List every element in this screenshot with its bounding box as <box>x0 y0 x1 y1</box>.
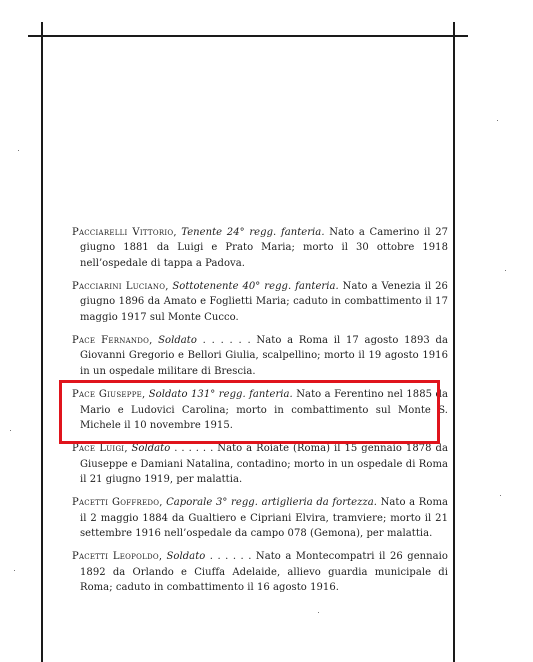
entry-pacetti-goffredo: Pacetti Goffredo, Caporale 3° regg. artiglieria da fortezza. Nato a Roma il 2 maggio 1884 da Gualtiero e Cipriani Elvira, tramviere; morto il 21 settembre 1916 nell’ospedale da campo 078 (Gemona), per malattia. <box>72 497 448 539</box>
scan-speck <box>497 120 498 121</box>
entry-name: Pacciarelli Vittorio <box>72 227 174 238</box>
entry-rank: Soldato <box>131 443 171 455</box>
right-border-rule <box>453 22 455 662</box>
entry-text: Nato a Venezia il 26 giugno 1896 da Amato e Foglietti Maria; caduto in combattimento il 17 maggio 1917 sul Monte Cucco. <box>80 281 448 323</box>
scan-speck <box>318 612 319 613</box>
scan-speck <box>18 150 19 151</box>
entry-pacciarelli-vittorio: Pacciarelli Vittorio, Tenente 24° regg. fanteria. Nato a Camerino il 27 giugno 1881 da Luigi e Prato Maria; morto il 30 ottobre 1918 nell’ospedale di tappa a Padova. <box>72 227 449 269</box>
entry-text: Nato a Ferentino nel 1885 da Mario e Ludovici Carolina; morto in combattimento sul Monte S. Michele il 10 novembre 1915. <box>80 389 448 431</box>
entry-rank: Tenente 24° regg. fanteria. <box>181 227 325 238</box>
entry-text: . . . . . . Nato a Roiate (Roma) il 15 gennaio 1878 da Giuseppe e Damiani Natalina, contadino; morto in un ospedale di Roma il 21 giugno 1919, per malattia. <box>80 443 448 485</box>
roll-of-honor-list <box>72 225 448 604</box>
entry-text: Nato a Roma il 2 maggio 1884 da Gualtiero e Cipriani Elvira, tramviere; morto il 21 settembre 1916 nell’ospedale da campo 078 (Gemona), per malattia. <box>80 497 448 539</box>
entry-rank: Caporale 3° regg. artiglieria da fortezza. <box>166 497 377 509</box>
entry-rank: Soldato 131° regg. fanteria. <box>148 389 293 401</box>
entry-rank: Sottotenente 40° regg. fanteria. <box>172 281 339 293</box>
scan-speck <box>10 430 11 431</box>
scan-speck <box>14 570 15 571</box>
entry-name: Pace Luigi <box>72 443 125 455</box>
entry-rank: Soldato <box>158 335 197 347</box>
entry-name: Pace Giuseppe <box>72 389 143 401</box>
entry-pacetti-leopoldo: Pacetti Leopoldo, Soldato . . . . . . Nato a Montecompatri il 26 gennaio 1892 da Orlando e Ciuffa Adelaide, allievo guardia municipale di Roma; caduto in combattimento il 16 agosto 1916. <box>72 551 448 594</box>
entry-pace-luigi: Pace Luigi, Soldato . . . . . . Nato a Roiate (Roma) il 15 gennaio 1878 da Giuseppe e Damiani Natalina, contadino; morto in un ospedale di Roma il 21 giugno 1919, per malattia. <box>72 443 448 485</box>
entry-name: Pace Fernando <box>72 335 150 347</box>
entry-text: Nato a Camerino il 27 giugno 1881 da Luigi e Prato Maria; morto il 30 ottobre 1918 nell’ospedale di tappa a Padova. <box>80 227 449 269</box>
left-border-rule <box>41 22 43 662</box>
entry-rank: Soldato <box>166 551 206 563</box>
entry-name: Pacetti Leopoldo <box>72 551 159 563</box>
scan-speck <box>500 495 501 496</box>
top-border-rule <box>28 35 468 37</box>
entry-text: . . . . . . Nato a Roma il 17 agosto 1893 da Giovanni Gregorio e Bellori Giulia, scalpellino; morto il 19 agosto 1916 in un ospedale militare di Brescia. <box>80 335 448 377</box>
entry-pace-giuseppe: Pace Giuseppe, Soldato 131° regg. fanteria. Nato a Ferentino nel 1885 da Mario e Ludovici Carolina; morto in combattimento sul Monte S. Michele il 10 novembre 1915. <box>72 389 448 431</box>
entry-name: Pacciarini Luciano <box>72 281 166 293</box>
entry-pace-fernando: Pace Fernando, Soldato . . . . . . Nato a Roma il 17 agosto 1893 da Giovanni Gregorio e Bellori Giulia, scalpellino; morto il 19 agosto 1916 in un ospedale militare di Brescia. <box>72 335 448 377</box>
scan-speck <box>505 270 506 271</box>
entry-pacciarini-luciano: Pacciarini Luciano, Sottotenente 40° regg. fanteria. Nato a Venezia il 26 giugno 1896 da Amato e Foglietti Maria; caduto in combattimento il 17 maggio 1917 sul Monte Cucco. <box>72 281 448 323</box>
entry-name: Pacetti Goffredo <box>72 497 160 509</box>
entry-text: . . . . . . Nato a Montecompatri il 26 gennaio 1892 da Orlando e Ciuffa Adelaide, allievo guardia municipale di Roma; caduto in combattimento il 16 agosto 1916. <box>80 551 448 594</box>
